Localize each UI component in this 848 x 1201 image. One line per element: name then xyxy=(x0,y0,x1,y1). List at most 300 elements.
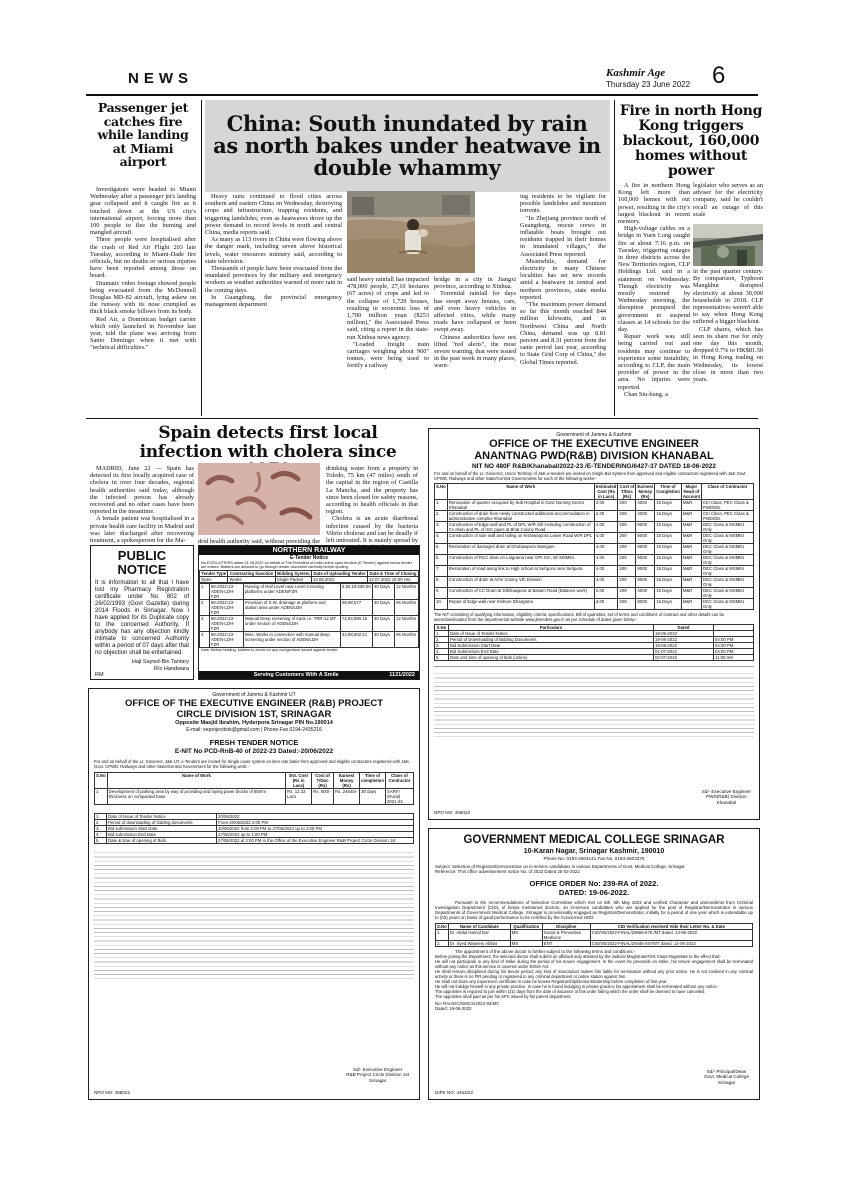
railway-intro: No.ECR/I-4/TR/RS dated 21.06.2022 on behalf of The President of India online open tenders (E-Tender) against below tender are invited. Bidders are advised to go through tender document carefully before quoting. xyxy=(201,561,412,570)
col-header: S.No xyxy=(95,773,108,789)
spain-col1 xyxy=(90,465,194,544)
railway-header-col: Date & Time of Closing xyxy=(369,570,417,576)
table-row xyxy=(436,929,753,940)
table-cell: 4. xyxy=(435,533,448,544)
anantnag-schedule-title: The NIT consisting of qualifying information, eligibility criteria, specifications, Bill of quantities, set of terms and conditions of contract and other details can be seen/downloaded from the departmental website www.jktenders.gov.in as per schedule of dates given below:- xyxy=(434,612,725,622)
table-cell: 04:00 PM xyxy=(714,637,754,643)
section-label: NEWS xyxy=(128,70,193,87)
railway-slogan: Serving Customers With A Smile xyxy=(253,672,339,678)
table-row xyxy=(95,789,414,805)
table-cell: MD xyxy=(510,929,542,940)
col-header: Name of Work xyxy=(107,773,285,789)
spain-paragraph: drinking water from a property in Toledo, 75 km (47 miles) south of the capital in the region of Castilla La Mancha, and the property has since been closed for safety reasons, according to health officials in that region. xyxy=(326,465,418,516)
col-header: Time of Completion xyxy=(655,484,682,500)
table-cell: Repair of Edge wall near Kishore Dhargama xyxy=(447,599,594,610)
china-paragraph: Meanwhile, demand for electricity in many Chinese localities has set new records amid a heatwave in central and northern provinces, state media reported. xyxy=(520,257,606,301)
table-cell: 4000 xyxy=(636,511,655,522)
anantnag-schedule-table xyxy=(434,624,754,661)
railway-header-col: Contracting Sanction xyxy=(229,570,274,576)
srinagar-nit: E-NIT No PCD-RnB-40 of 2022-23 Dated:-20/06/2022 xyxy=(174,748,334,755)
table-cell: M&R xyxy=(681,566,701,577)
hongkong-fire-photo xyxy=(693,224,763,266)
col-header: Est. Cost (Rs in Lacs) xyxy=(286,773,312,789)
china-headline: China: South inundated by rain as north bakes under heatwave in double whammy xyxy=(213,111,601,180)
table-cell: M&R xyxy=(681,599,701,610)
china-paragraph: ing residents to be vigilant for possible landslides and mountain torrents. xyxy=(520,193,606,215)
table-cell: 2. xyxy=(95,820,107,826)
table-cell: Date of Issue of Tender Notice xyxy=(449,631,654,637)
china-paragraph: said heavy rainfall has impacted 478,000 people, 27,10 hectares (67 acres) of crops and led to the collapse of 1,729 houses, resulting in economic loss of 1,700 million yuan ($253 million)," the Associated Press said, citing a report in the state-run Xinhua news agency. xyxy=(347,276,429,341)
gmc-phone: Phone No. 0194-2504141 Fax No. 0194-2503375 xyxy=(543,856,645,861)
table-row xyxy=(435,566,754,577)
row-emd: 45 Days xyxy=(373,615,395,631)
anantnag-title2: ANANTNAG PWD(R&B) DIVISION KHANABAL xyxy=(474,450,714,462)
table-row xyxy=(435,588,754,599)
china-paragraph: As many as 113 rivers in China were flowing above the danger mark, including seven above historical levels, water resources ministry said, according to state television. xyxy=(205,236,342,265)
gmc-term: Before joining the Department, the selected doctor shall submit an affidavit duly attested by the Judicial Magistrate/First Class Magistrate to the effect that:- xyxy=(435,953,722,959)
table-cell: 200 xyxy=(618,533,636,544)
table-cell: 4.00 xyxy=(594,522,618,533)
cell: SARFI (Rural) 2021-22 xyxy=(386,789,414,805)
anantnag-ref: NPO NO: 458022 xyxy=(434,809,471,815)
srinagar-works-table xyxy=(94,772,414,805)
china-col1 xyxy=(205,193,342,308)
table-cell: 8000 xyxy=(636,533,655,544)
spain-paragraph: MADRID, June 22 — Spain has detected its first locally acquired case of cholera in over four decades, regional health authorities said today, although the infected person has already recovered and no other cases have been reported in the meantime. xyxy=(90,465,194,516)
table-cell: 8. xyxy=(435,577,448,588)
row-work: Provision of S.W. drainage at platform and station area under ADEN/LDH xyxy=(244,599,341,615)
china-paragraph: bridge in a city in Jiangxi province, according to Xinhua. xyxy=(434,276,516,291)
railway-header-col: Bidding System xyxy=(277,570,310,576)
table-cell: 200 xyxy=(618,511,636,522)
table-row xyxy=(435,500,754,511)
table-cell: 200 xyxy=(618,555,636,566)
railway-header-val: Single Packet xyxy=(275,576,311,582)
table-cell: M&R xyxy=(681,544,701,555)
miami-paragraph: Dramatic video footage showed people being evacuated from the McDonnell Douglas MD-82 aircraft, lying askew on the runway with its nose crumpled as thick black smoke billows from its body. xyxy=(90,279,196,316)
table-cell: 27/06/2022 up to 1:00 PM xyxy=(217,832,414,838)
china-col4 xyxy=(520,193,606,366)
row-value: 58,98,677 xyxy=(341,599,373,615)
railway-footer xyxy=(199,671,419,679)
gmc-reference: Reference: This office advertisement notice No. of 2022 Dated 25-02-2022 xyxy=(435,869,580,875)
anantnag-conditions xyxy=(434,664,754,742)
hongkong-headline: Fire in north Hong Kong triggers blackout, 160,000 homes without power xyxy=(619,103,763,179)
table-cell: 1. xyxy=(435,631,449,637)
table-cell: DEC Class & MSMEs Only xyxy=(702,577,754,588)
table-cell: Construction of Edge wall and PL of DPL W/R Gill including construction of Cc drain and PL of IGC pipes at Bhat Colony Road xyxy=(447,522,594,533)
table-cell: 2. xyxy=(435,637,449,643)
table-cell: M&R xyxy=(681,577,701,588)
miami-paragraph: Red Air, a Dominican budget carrier which only launched in November last year, told the plane was arriving from Santo Domingo when it met with "technical difficulties." xyxy=(90,315,196,352)
table-cell: Construction of side wall and railing on Kishtwarpora Lower Road W/R DPL xyxy=(447,533,594,544)
railway-header-col: Date of Uploading Tender xyxy=(312,570,368,576)
table-cell: 4.00 xyxy=(594,555,618,566)
table-cell: 1. xyxy=(95,814,107,820)
table-cell: 01-07-2022 xyxy=(654,649,714,655)
table-cell: Period of Downloading of Bidding Documents xyxy=(449,637,654,643)
srinagar-notice xyxy=(88,688,420,1100)
china-paragraph: Chinese authorities have not lifted "red alerts", the most severe warning, that were issued in the past week in many places, warn- xyxy=(434,333,517,370)
srinagar-sign1: Sd/- Executive Engineer xyxy=(352,1066,403,1072)
table-cell: 8000 xyxy=(636,566,655,577)
table-cell: 3. xyxy=(435,643,449,649)
col-header: Major Head of Account xyxy=(682,484,701,499)
table-row xyxy=(200,631,419,647)
table-cell: 15 Days xyxy=(655,599,682,610)
col-header: Name of Work xyxy=(447,484,594,500)
table-cell: 7. xyxy=(435,566,448,577)
china-col2 xyxy=(347,276,429,370)
cell: 1 xyxy=(95,789,108,805)
table-cell: DEC Class & MSMEs Only xyxy=(702,522,754,533)
row-period: 06 Months xyxy=(395,631,419,647)
miami-headline: Passenger jet catches fire while landing at Miami airport xyxy=(97,100,189,169)
row-value: 72,84,690.15 xyxy=(341,615,373,631)
gmc-address: 10-Karan Nagar, Srinagar Kashmir, 190010 xyxy=(523,848,665,855)
table-cell: DEC Class & MSMEs Only xyxy=(702,599,754,610)
gmc-title: GOVERNMENT MEDICAL COLLEGE SRINAGAR xyxy=(463,834,725,846)
col-header: Dated xyxy=(654,625,714,631)
col-header: Particulars xyxy=(449,625,654,631)
table-cell: Bid Submission End Date xyxy=(449,649,654,655)
anantnag-intro: For and on behalf of the Lt. Governor, Union Territory of J&K e-tenders are invited on Single Bid System from approved and eligible contractors registered with J&K Govt. CPWD, Railways and other State/Central Governments for each of the following works:- xyxy=(434,471,747,481)
anantnag-title1: OFFICE OF THE EXECUTIVE ENGINEER xyxy=(489,438,699,450)
col-header: Estimated Cost (Rs in Lacs) xyxy=(595,484,617,499)
gmc-sign3: Srinagar xyxy=(717,1079,736,1085)
col-header: Time of completion xyxy=(360,773,386,789)
table-cell: 18-06-2022 xyxy=(654,631,714,637)
table-cell: 8000 xyxy=(636,544,655,555)
table-cell: DEC Class & MSMEs Only xyxy=(702,588,754,599)
gmc-para2: The appointment of the above doctor is further subject to the following terms and conditions:- xyxy=(455,948,636,954)
table-cell: Construction of drain from newly constructed additional accommodation in administrative complex Khanabal xyxy=(447,511,594,522)
gmc-sign1: Sd/- Principal/Dean xyxy=(706,1068,747,1074)
gmc-sign2: Govt. Medical College xyxy=(704,1074,749,1080)
table-cell: 2.00 xyxy=(594,500,618,511)
china-flood-photo xyxy=(347,191,475,273)
table-cell: 4.00 xyxy=(594,599,618,610)
col-header: Qualification xyxy=(510,923,542,929)
col-header: Earnest Money (Rs) xyxy=(334,773,360,789)
col-header: Name of Candidate xyxy=(448,923,510,929)
table-cell: Construction of RCC drain on Lalgrama near GPI Gm, W/ MSMEs xyxy=(447,555,594,566)
table-cell: 15 Days xyxy=(655,533,682,544)
table-cell: 200 xyxy=(618,599,636,610)
table-cell: DEC Class & MSMEs Only xyxy=(702,555,754,566)
table-cell: Date and time of opening of bids (online) xyxy=(449,655,654,661)
gmc-para1: Pursuant to the recommendations of Selection Committee which met on 5th, 6th May 2022 and verified Character and antecedents from Criminal Investigation Department (CID), of below mentioned doctors, an in-service candidates who are applied for the post of Registrar/Demonstrator in various Departments of Government Medical College, Srinagar is provisionally engaged as Registrar/Demonstrator, initially for a period of one year which is extendable up to (03) years on basis of good performance to be certified by the Concerned HOD. xyxy=(435,899,753,921)
railway-works-table xyxy=(199,583,419,648)
railway-header-val: Works xyxy=(228,576,275,582)
table-cell: 200 xyxy=(618,522,636,533)
china-paragraph: "In Zhejiang province north of Guangdong, rescue crews in inflatable boats brought out residents trapped in their homes in inundated villages," the Associated Press reported. xyxy=(520,214,606,258)
table-cell: 5. xyxy=(95,838,107,844)
table-cell: Construction of drain at Arhir Colony Vth Division xyxy=(447,577,594,588)
table-cell: DEC Class & MSMEs Only xyxy=(702,566,754,577)
anantnag-nit: NIT NO 480F R&B/Khanabal/2022-23 /E-TENDERING/6427-37 DATED 18-06-2022 xyxy=(471,463,717,470)
hongkong-paragraph: Repair work was still being carried out and residents may continue to experience some instability, according to CLP, the main provider of power in the area. No injuries were reported. xyxy=(618,333,690,391)
table-cell: 8000 xyxy=(636,599,655,610)
table-cell: Date of Issue of Tender Notice xyxy=(107,814,217,820)
srinagar-ref: NPO NO: 458022 xyxy=(94,1089,131,1095)
railway-header-table xyxy=(199,570,419,583)
srinagar-intro: For and on behalf of the Lt. Governor, J&K UT, e-Tenders are invited for Single cover system on item rate basis from approved and eligible contractors registered with J&K Govt. CPWD, Railways and other State/Central Government for the following work:- xyxy=(94,759,409,769)
cell: Development of parking area by way of providing and laying paver blocks of 80mm thickness on compacted base xyxy=(107,789,285,805)
table-cell: 9. xyxy=(435,588,448,599)
miami-body xyxy=(90,186,196,352)
railway-header-col: Tender Type xyxy=(201,570,227,576)
srinagar-sign2: R&B Project Circle Division 1st xyxy=(346,1072,409,1078)
table-cell: 15 Days xyxy=(655,511,682,522)
table-cell: 200 xyxy=(618,500,636,511)
table-row xyxy=(200,583,419,599)
gmc-terms-list xyxy=(435,954,753,999)
table-cell: 4.00 xyxy=(594,566,618,577)
row-work: Misc. Works in connection with manual deep screening under section of ADEN/LDH xyxy=(244,631,341,647)
table-cell: M&R xyxy=(681,555,701,566)
gmc-order-no: No: RA/ADC/GMCS/2022-92/MC xyxy=(435,1000,500,1006)
table-cell: 20/06/2022 xyxy=(217,814,414,820)
srinagar-sign3: Srinagar xyxy=(368,1077,387,1083)
col-header: Earnest Money (Rs) xyxy=(637,484,654,499)
table-cell: 3. xyxy=(95,826,107,832)
row-emd: 45 Days xyxy=(373,631,395,647)
table-cell: 3. xyxy=(435,522,448,533)
table-cell: 6. xyxy=(435,555,448,566)
table-cell: Restoration of road along link to High school at Sehpora near Sehpora xyxy=(447,566,594,577)
railway-notice xyxy=(198,545,420,680)
table-cell: ENT xyxy=(542,940,590,946)
table-cell: 19-06-2022 xyxy=(654,637,714,643)
table-row xyxy=(435,555,754,566)
srinagar-conditions xyxy=(94,849,414,979)
table-cell: 2. xyxy=(435,511,448,522)
row-no: 4 xyxy=(200,631,210,647)
gmc-subject: Subject: Selection of Registrar/Demonstrator on in-service candidates in various Departments of Govt. Medical College, Srinagar xyxy=(435,864,685,869)
gmc-term: He will not indulge himself in any private practice. In case he is found indulging in private practice his appointment shall be terminated without any notice. xyxy=(435,983,718,989)
gmc-table xyxy=(435,923,753,947)
gmc-term: He will not participate in any kind of strike during the period of his tenure engagement. In the event he proceeds on strike, his tenure engagement shall be terminated without any notice as this service is covered under ESMA Act. xyxy=(435,958,753,969)
col-header: S.No xyxy=(435,484,448,500)
table-cell: M&R xyxy=(681,500,701,511)
gmc-signature xyxy=(704,1069,749,1085)
cell: Rs. 12.32 Lacs xyxy=(286,789,312,805)
gmc-order-title: OFFICE ORDER No: 239-RA of 2022. xyxy=(529,878,659,888)
table-cell: Date & time of opening of Bids xyxy=(107,838,217,844)
china-paragraph: "Loaded freight train carriages weighing about 960" tonnes, were being used to fortify a railway xyxy=(347,340,429,370)
table-cell: 200 xyxy=(618,588,636,599)
table-cell: 15 Days xyxy=(655,500,682,511)
table-cell: CIII Class, PEC Class & PWD/Dls xyxy=(702,511,754,522)
gmc-term: The appointee is required to join within (21) days from the date of issuance of this order failing which the order shall be deemed to have cancelled. xyxy=(435,988,706,994)
spain-paragraph: Cholera is an acute diarrhoeal infection caused by the bacteria Vibrio cholerae and can be deadly if left untreated. It is mainly spread by xyxy=(326,515,418,545)
public-notice-ref: RM xyxy=(95,672,104,678)
anantnag-works-table xyxy=(434,483,754,610)
cell: Rs. 600/- xyxy=(312,789,334,805)
public-notice-place: R/o Handwara xyxy=(153,665,189,672)
table-cell: 15 Days xyxy=(655,588,682,599)
table-cell: 20/06/2022 from 2:00 PM to 27/06/2022 up to 1:00 PM xyxy=(217,826,414,832)
hongkong-paragraph: CLP shares, which has seen its share rise for only one day this month, dropped 0.7% to HK$81.50 in Hong Kong trading on Wednesday, its lowest close in more than two years. xyxy=(693,325,763,384)
anantnag-notice xyxy=(428,428,760,820)
gmc-term: He shall not claim any experience certificate in case he leaves Registrarship/Demonstratorship before completion of first year. xyxy=(435,978,668,984)
cell: Rs. 24640/- xyxy=(334,789,360,805)
public-notice-signature: Haji Sayied-Bin Tantary xyxy=(131,659,189,665)
table-cell: 02-07-2022 xyxy=(654,655,714,661)
table-cell: DEC Class & MSMEs Only xyxy=(702,533,754,544)
table-cell: 200 xyxy=(618,544,636,555)
railway-header-val: Open xyxy=(200,576,228,582)
railway-note: Note: Before bidding, bidders to check for any corrigendum issued against tender. xyxy=(201,647,339,652)
table-cell: 2.00 xyxy=(594,511,618,522)
table-cell: 15 Days xyxy=(655,544,682,555)
table-cell: 4.00 xyxy=(594,533,618,544)
table-cell: From 20/06/2022 2:00 PM xyxy=(217,820,414,826)
row-tender: 60-2022-23-ADEN-LDH-FZR xyxy=(210,583,244,599)
table-cell: 4.00 xyxy=(594,577,618,588)
table-cell: Bid submission End Date xyxy=(107,832,217,838)
anantnag-sign3: Khanabal xyxy=(716,799,737,805)
table-cell: 4. xyxy=(435,649,449,655)
table-cell: 27/06/2022 at 2:00 PM in the Office of the Executive Engineer R&B Project Circle Division 1st xyxy=(217,838,414,844)
table-cell: M&R xyxy=(681,588,701,599)
hongkong-paragraph: Chan Siu-hung, a xyxy=(624,390,668,398)
gmc-notice xyxy=(428,828,760,1100)
table-cell: CIII Class, PEC Class & PWD/Dls xyxy=(702,500,754,511)
table-cell: MS xyxy=(510,940,542,946)
table-cell: 200 xyxy=(618,566,636,577)
hongkong-col2 xyxy=(693,182,763,218)
miami-paragraph: Three people were hospitalised after the crash of Red Air Flight 203 late Tuesday, according to Miami-Dade fire officials, but no deaths or serious injuries have been reported among those on board. xyxy=(90,236,196,280)
col-header: Cost of T/Doc (Rs) xyxy=(312,773,334,789)
table-cell: CID/VB/2022-FINAL/29446-457/MT dated. 14-06-2022 xyxy=(590,940,752,946)
col-header: Class of Contractor xyxy=(702,484,754,500)
row-emd: 45 Days xyxy=(373,599,395,615)
china-paragraph: In Guangdong, the provincial emergency management department xyxy=(205,293,342,309)
table-row xyxy=(435,522,754,533)
row-period: 06 Months xyxy=(395,599,419,615)
table-cell: Social & Preventive Medicine xyxy=(542,929,590,940)
gmc-ref: DIPK NO: 4463/22 xyxy=(435,1089,474,1095)
table-cell: 4.00 xyxy=(594,544,618,555)
row-period: 12 Months xyxy=(395,615,419,631)
china-paragraph: Torrential rainfall for days has swept away houses, cars, and even heavy vehicles in affected cities, while many roads have collapsed or been swept away. xyxy=(434,290,516,334)
table-cell: 15 Days xyxy=(655,577,682,588)
table-cell: Dr. Syed Waseem Abbas xyxy=(448,940,510,946)
srinagar-email: E-mail: eeprojecttsrk@gmail.com | Phone-Fax 0194-2435216 xyxy=(186,727,322,733)
spain-col3 xyxy=(326,465,418,551)
table-cell: Bid submission Start Date xyxy=(107,826,217,832)
gmc-order-date: DATED: 19-06-2022. xyxy=(558,887,630,897)
table-cell: M&R xyxy=(681,511,701,522)
table-row xyxy=(436,940,753,946)
col-header: S.No xyxy=(437,923,447,929)
table-row xyxy=(95,838,414,844)
table-cell: Period of downloading of bidding documents xyxy=(107,820,217,826)
table-cell: Construction of CC Drain at Dilbhawpora at Basam Road (Balance work) xyxy=(447,588,594,599)
table-cell: Renovation of quarter occupied by Sub Hospital in Govt Nursing Sector Khanabal xyxy=(447,500,594,511)
col-header: S.No xyxy=(435,625,449,631)
srinagar-signature xyxy=(346,1067,409,1083)
cell: 30 days xyxy=(360,789,386,805)
table-cell: 8000 xyxy=(636,522,655,533)
spain-headline: Spain detects first local infection with cholera since xyxy=(139,423,397,462)
table-row xyxy=(435,655,754,661)
row-tender: 60-2022-23-ADEN-LDH-FZR xyxy=(210,631,244,647)
row-no: 3 xyxy=(200,615,210,631)
col-header: Class of Contractor xyxy=(386,773,414,789)
table-cell: Bid Submission Start Date xyxy=(449,643,654,649)
table-cell: 8000 xyxy=(636,577,655,588)
gmc-term: The appointee shall paid as per his SPC issued by his parent department. xyxy=(435,993,572,999)
row-no: 2 xyxy=(200,599,210,615)
china-paragraph: Thousands of people have been evacuated from the inundated provinces by the military and emergency workers as weather authorities warned of more rain in the coming days. xyxy=(205,265,342,294)
table-cell: 1. xyxy=(435,500,448,511)
hongkong-paragraph: legislator who serves as an adviser for the electricity company, said he couldn't recall an outage of this scale xyxy=(693,182,763,218)
hongkong-col1 xyxy=(618,182,690,398)
china-paragraph: "The maximum power demand so far this month reached 844 million kilowatts, and in Northwest China and North China, demand was up 8.81 percent and 8.31 percent from the same period last year, according to State Grid Corp of China," the Global Times reported. xyxy=(520,301,606,366)
row-tender: 60-2022-23-ADEN-LDH-FZR xyxy=(210,599,244,615)
row-emd: 45 Days xyxy=(373,583,395,599)
hongkong-paragraph: A fire in northern Hong Kong left more than 160,000 homes with out power, resulting in the city's largest blackout in recent memory. xyxy=(618,182,690,226)
public-notice xyxy=(90,545,194,680)
spain-paragraph: drid health authority said, without providing the xyxy=(198,538,320,545)
row-period: 12 Months xyxy=(395,583,419,599)
srinagar-govt: Government of Jammu & Kashmir UT xyxy=(212,692,296,698)
paper-name: Kashmir Age xyxy=(606,67,666,79)
china-paragraph: Heavy rains continued to flood cities across southern and eastern China on Wednesday, destroying crops and infrastructure, trapping residents, and triggering landslides, even as heatwaves drove up the power demand to record levels in north and central China, media reports said. xyxy=(205,193,342,237)
gmc-term: He shall remain disciplined during his tenure period; any kind of misconduct makes him liable for termination without any prior notice. He is not involved in any criminal activity or there is no FIR pending or registered in any criminal department or police station against him. xyxy=(435,968,753,979)
row-value: 2,50,19,030.00 xyxy=(341,583,373,599)
page-number: 6 xyxy=(712,62,726,89)
table-cell: 04:00 PM xyxy=(714,649,754,655)
table-cell: 4. xyxy=(95,832,107,838)
table-row xyxy=(200,599,419,615)
table-cell: 10. xyxy=(435,599,448,610)
col-header: CID Verification received Vide their Letter No. & Date xyxy=(590,923,752,929)
row-work: Manual Deep screening of track i.e. TRR-12 MT under section of ADEN/LDH xyxy=(244,615,341,631)
hongkong-paragraph: in the past quarter century. By comparison, Typhoon Mangkhut disrupted electricity at about 30,000 households in 2018. CLP representatives weren't able to say when Hong Kong suffered a bigger blackout. xyxy=(693,268,763,326)
srinagar-tender-title: FRESH TENDER NOTICE xyxy=(209,738,299,747)
table-cell: 15 Days xyxy=(655,522,682,533)
table-cell: 19-06-2022 xyxy=(654,643,714,649)
table-row xyxy=(435,544,754,555)
table-cell: 15 Days xyxy=(655,555,682,566)
table-row xyxy=(435,511,754,522)
table-cell: Dr. Abdul Hamid Dar xyxy=(448,929,510,940)
miami-paragraph: Investigators were headed to Miami Wednesday after a passenger jet's landing gear collapsed and it caught fire as it touched down at the US city's international airport, forcing more than 100 people to flee the burning and mangled aircraft. xyxy=(90,186,196,237)
railway-header-val: 13.06.2022 xyxy=(312,576,368,582)
anantnag-govt: Government of Jammu & Kashmir xyxy=(556,432,632,438)
table-cell: 11:00 AM xyxy=(714,655,754,661)
public-notice-body: It is information to all that I have lost my Pharmacy Registration certificate under No. 802 of 26/02/1993 (Govt Gazette) during 2014 Floods in Srinagar. Now I have applied for its Duplicate copy to the concerned Authority. If anybody has any objection kindly intimate to concerned Authority within a period of 07 days after that no objection shall be entertained. xyxy=(95,580,189,656)
table-cell: CID/VB/2022-FINAL/29566-576 /MT dated. 14-06-2022 xyxy=(590,929,752,940)
public-notice-title: PUBLIC NOTICE xyxy=(117,548,167,577)
table-row xyxy=(435,577,754,588)
table-cell: 2.00 xyxy=(594,588,618,599)
table-cell: 4000 xyxy=(636,588,655,599)
table-cell: 2. xyxy=(436,940,449,946)
col-header: Discipline xyxy=(542,923,590,929)
table-cell: Restoration of damaged drain at Dhobawpora Manigam xyxy=(447,544,594,555)
srinagar-schedule-table xyxy=(94,813,414,844)
hongkong-paragraph: High-voltage cables on a bridge in Yuen Long caught fire at about 7:16 p.m. on Tuesday, triggering outages in three districts across the New Territories region, CLP Holdings Ltd. said in a statement on Wednesday. Though electricity was mostly restored by Wednesday morning, the disruption prompted the government to suspend classes at 14 schools for the day. xyxy=(618,225,690,334)
srinagar-title1: OFFICE OF THE EXECUTIVE ENGINEER (R&B) PROJECT xyxy=(124,698,384,709)
railway-header-val: 12.07.2022 15:00 Hrs xyxy=(368,576,419,582)
gmc-order-dated: Dated: 19-06-2022 xyxy=(435,1006,472,1012)
row-value: 44,98,602.21 xyxy=(341,631,373,647)
